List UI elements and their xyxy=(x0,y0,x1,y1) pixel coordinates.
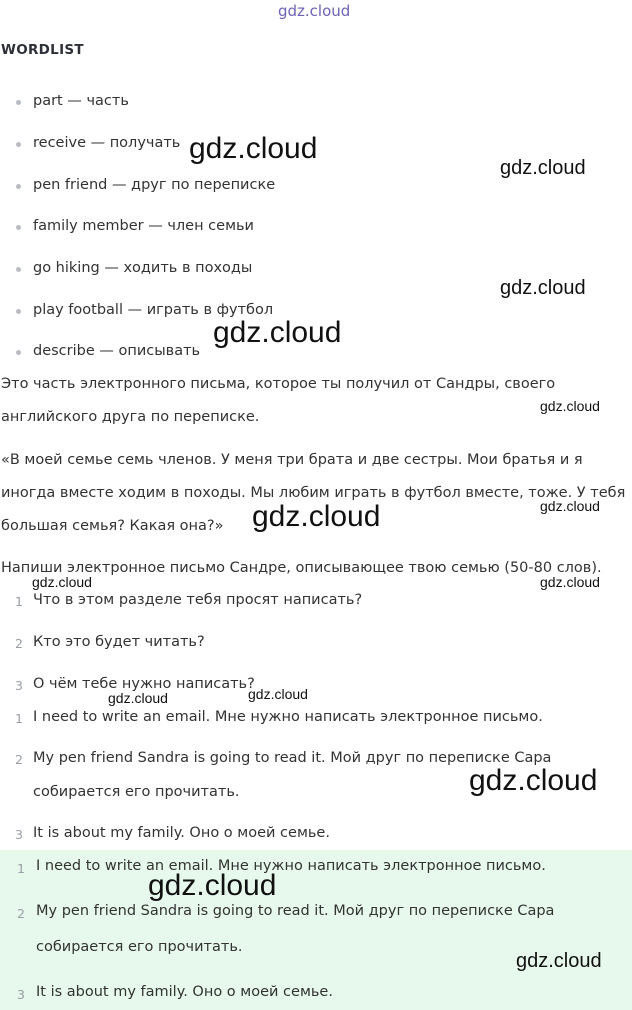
answer-text: My pen friend Sandra is going to read it. Мой друг по переписке Сара xyxy=(33,750,552,766)
bullet-dot xyxy=(16,267,21,272)
wordlist-item: receive — получать xyxy=(33,135,181,151)
answer-text: собирается его прочитать. xyxy=(33,784,240,800)
answer-number: 1 xyxy=(17,861,25,876)
wordlist-item: pen friend — друг по переписке xyxy=(33,177,276,193)
bullet-dot xyxy=(16,309,21,314)
text-line: английского друга по переписке. xyxy=(1,409,260,425)
task-text: Напиши электронное письмо Сандре, описывающее твою семью (50-80 слов). xyxy=(1,560,602,576)
answer-number: 2 xyxy=(15,752,23,767)
watermark: gdz.cloud xyxy=(500,157,586,179)
answer-text: It is about my family. Оно о моей семье. xyxy=(33,825,330,841)
watermark: gdz.cloud xyxy=(213,316,342,349)
bullet-dot xyxy=(16,350,21,355)
watermark: gdz.cloud xyxy=(540,574,600,590)
question-text: Кто это будет читать? xyxy=(33,634,205,650)
wordlist-item: play football — играть в футбол xyxy=(33,302,274,318)
bullet-dot xyxy=(16,142,21,147)
wordlist-heading: WORDLIST xyxy=(1,42,84,58)
answer-text: I need to write an email. Мне нужно написать электронное письмо. xyxy=(36,858,546,874)
watermark: gdz.cloud xyxy=(500,277,586,299)
text-line: Это часть электронного письма, которое ты получил от Сандры, своего xyxy=(1,376,556,392)
text-line: «В моей семье семь членов. У меня три брата и две сестры. Мои братья и я xyxy=(1,452,583,468)
answer-number: 1 xyxy=(15,711,23,726)
answer-text: I need to write an email. Мне нужно написать электронное письмо. xyxy=(33,709,543,725)
bullet-dot xyxy=(16,100,21,105)
answer-text: My pen friend Sandra is going to read it. Мой друг по переписке Сара xyxy=(36,903,555,919)
wordlist-item: go hiking — ходить в походы xyxy=(33,260,253,276)
question-number: 1 xyxy=(15,594,23,609)
watermark: gdz.cloud xyxy=(108,690,168,706)
wordlist-item: part — часть xyxy=(33,93,129,109)
watermark: gdz.cloud xyxy=(540,398,600,414)
answer-number: 2 xyxy=(17,906,25,921)
text-line: большая семья? Какая она?» xyxy=(1,518,224,534)
bullet-dot xyxy=(16,184,21,189)
question-number: 2 xyxy=(15,636,23,651)
answer-text: It is about my family. Оно о моей семье. xyxy=(36,984,333,1000)
watermark: gdz.cloud xyxy=(189,132,318,165)
question-text: О чём тебе нужно написать? xyxy=(33,676,255,692)
question-number: 3 xyxy=(15,678,23,693)
watermark: gdz.cloud xyxy=(252,500,381,533)
watermark: gdz.cloud xyxy=(148,869,277,902)
wordlist-item: family member — член семьи xyxy=(33,218,254,234)
watermark: gdz.cloud xyxy=(32,574,92,590)
answer-number: 3 xyxy=(15,827,23,842)
watermark: gdz.cloud xyxy=(516,950,602,972)
text-line: иногда вместе ходим в походы. Мы любим играть в футбол вместе, тоже. У тебя xyxy=(1,485,626,501)
watermark: gdz.cloud xyxy=(540,498,600,514)
question-text: Что в этом разделе тебя просят написать? xyxy=(33,592,363,608)
answer-text: собирается его прочитать. xyxy=(36,939,243,955)
watermark: gdz.cloud xyxy=(469,764,598,797)
wordlist-item: describe — описывать xyxy=(33,343,201,359)
bullet-dot xyxy=(16,225,21,230)
answer-number: 3 xyxy=(17,987,25,1002)
watermark: gdz.cloud xyxy=(248,686,308,702)
site-link[interactable]: gdz.cloud xyxy=(278,2,351,20)
